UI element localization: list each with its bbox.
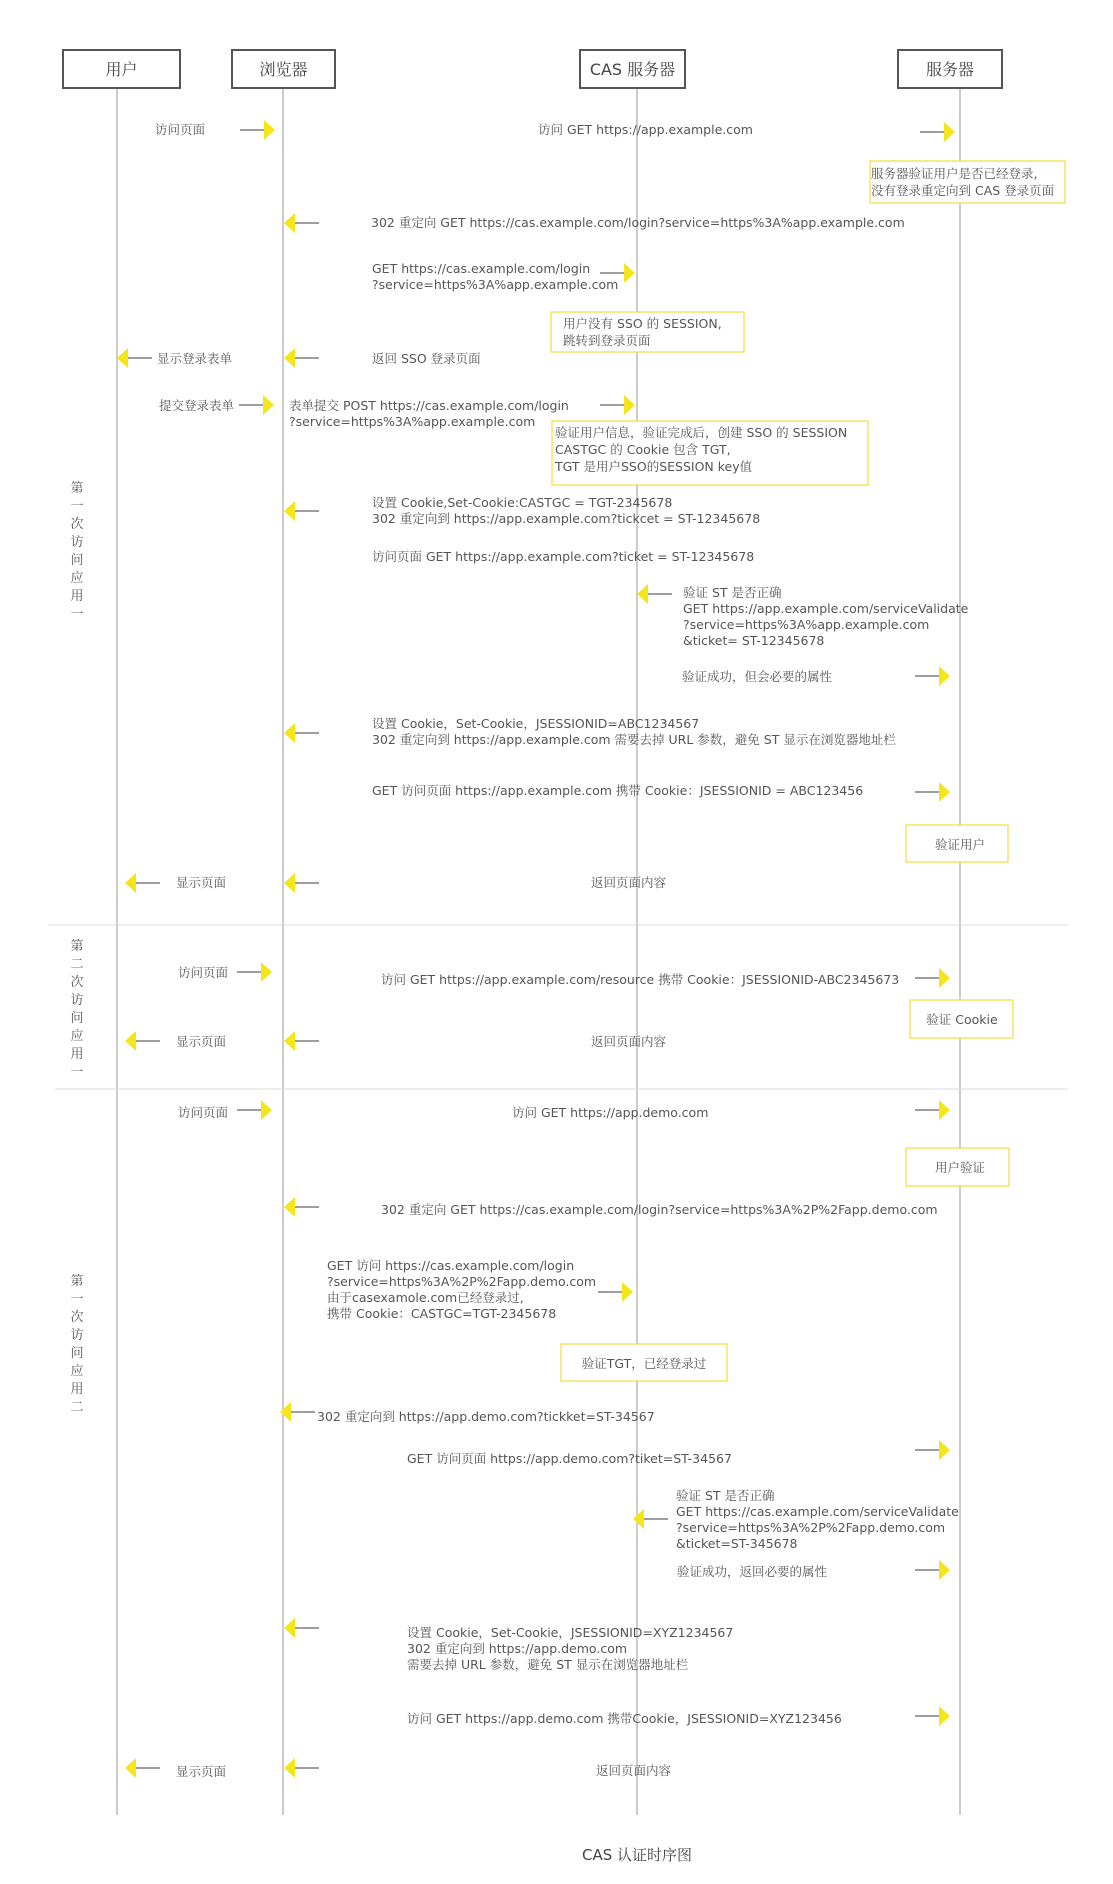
message-label: GET 访问页面 https://app.example.com 携带 Cookie：JSESSIONID = ABC123456 [372,783,864,798]
message-label: 显示页面 [176,875,227,890]
note [552,421,868,485]
message-label: 访问页面 [178,965,229,980]
arrow-right [237,1100,272,1120]
arrow-left [633,1509,668,1529]
actor-server [898,50,1002,88]
arrow-right [915,968,950,988]
message-label: 访问页面 [178,1105,229,1120]
arrow-left [284,873,319,893]
note-text: 服务器验证用户是否已经登录,没有登录重定向到 CAS 登录页面 [871,166,1055,198]
note-text: 验证TGT，已经登录过 [581,1356,707,1371]
actor-label-server: 服务器 [925,60,975,79]
arrow-right [237,962,272,982]
arrow-right [915,782,950,802]
actor-cas [580,50,685,88]
message-label: 设置 Cookie,Set-Cookie:CASTGC = TGT-2345678 302 重定向到 https://app.example.com?tickcet = ST-12345678 [372,495,761,526]
message-label: 显示页面 [176,1034,227,1049]
note [906,825,1008,862]
message-label: 提交登录表单 [159,398,235,413]
message-label: 设置 Cookie，Set-Cookie，JSESSIONID=XYZ1234567 302 重定向到 https://app.demo.com 需要去掉 URL 参数，避免 ST 显示在浏览器地址栏 [407,1625,734,1672]
message-label: 访问页面 [155,122,206,137]
arrow-left [125,1031,160,1051]
message-label: 302 重定向到 https://app.demo.com?tickket=ST-34567 [317,1409,655,1424]
arrow-left [284,1031,319,1051]
arrow-left [284,501,319,521]
actor-label-user: 用户 [105,60,138,79]
message-label: 验证成功，返回必要的属性 [677,1564,828,1579]
arrow-left [284,1758,319,1778]
message-label: 302 重定向 GET https://cas.example.com/login?service=https%3A%app.example.com [371,215,905,230]
message-label: 返回 SSO 登录页面 [372,351,481,366]
section-label: 第一次访问应用一 [70,481,84,622]
message-label: 返回页面内容 [591,875,667,890]
section-label: 第一次访问应用二 [70,1274,84,1415]
message-label: 访问 GET https://app.demo.com 携带Cookie，JSESSIONID=XYZ123456 [407,1711,842,1726]
arrow-right [240,120,275,140]
message-label: 验证成功，但会必要的属性 [682,669,833,684]
message-label: 验证 ST 是否正确 GET https://cas.example.com/serviceValidate ?service=https%3A%2P%2Fapp.demo.com &ticket=ST-345678 [676,1488,959,1551]
arrow-right [915,1706,950,1726]
message-label: 设置 Cookie，Set-Cookie，JSESSIONID=ABC1234567 302 重定向到 https://app.example.com 需要去掉 URL 参数，避免 ST 显示在浏览器地址栏 [372,716,896,747]
message-label: 验证 ST 是否正确 GET https://app.example.com/serviceValidate ?service=https%3A%app.example.com &ticket= ST-12345678 [683,585,969,648]
note-text: 验证用户 [934,837,986,852]
note [561,1344,727,1381]
arrow-left [284,1197,319,1217]
arrow-right [600,395,635,415]
note [906,1148,1009,1186]
arrow-left [125,1758,160,1778]
message-label: 访问页面 GET https://app.example.com?ticket = ST-12345678 [372,549,755,564]
arrow-left [125,873,160,893]
note [910,1000,1013,1038]
arrow-right [239,395,274,415]
message-label: 访问 GET https://app.demo.com [512,1105,709,1120]
message-label: 返回页面内容 [591,1034,667,1049]
message-label: 访问 GET https://app.example.com [538,122,753,137]
actor-label-cas: CAS 服务器 [589,60,676,79]
section-label: 第二次访问应用一 [70,939,84,1080]
message-label: 表单提交 POST https://cas.example.com/login ?service=https%3A%app.example.com [289,398,569,429]
note [870,161,1065,203]
arrow-left [284,1618,319,1638]
note-text: 用户没有 SSO 的 SESSION,跳转到登录页面 [563,316,722,348]
message-label: GET 访问页面 https://app.demo.com?tiket=ST-34567 [407,1451,732,1466]
message-label: 显示页面 [176,1764,227,1779]
message-label: 返回页面内容 [596,1763,672,1778]
note [551,312,744,352]
message-label: 访问 GET https://app.example.com/resource 携带 Cookie：JSESSIONID-ABC2345673 [381,972,900,987]
arrow-left [117,348,152,368]
message-label: GET https://cas.example.com/login ?service=https%3A%app.example.com [372,261,619,292]
arrow-left [280,1402,315,1422]
note-text: 用户验证 [934,1160,986,1175]
note-text: 验证用户信息，验证完成后，创建 SSO 的 SESSION CASTGC 的 Cookie 包含 TGT, TGT 是用户SSO的SESSION key值 [555,425,848,474]
note-text: 验证 Cookie [926,1012,998,1027]
arrow-right [915,1560,950,1580]
message-label: GET 访问 https://cas.example.com/login ?service=https%3A%2P%2Fapp.demo.com 由于casexamole.com已经登录过,携带 Cookie：CASTGC=TGT-2345678 [327,1258,597,1321]
actor-browser [232,50,335,88]
arrow-left [284,723,319,743]
message-label: 显示登录表单 [157,351,233,366]
message-label: 302 重定向 GET https://cas.example.com/login?service=https%3A%2P%2Fapp.demo.com [381,1202,938,1217]
arrow-right [915,1100,950,1120]
actor-label-browser: 浏览器 [259,60,308,79]
diagram-caption: CAS 认证时序图 [581,1846,693,1864]
arrow-right [920,122,955,142]
arrow-right [915,666,950,686]
arrow-right [598,1282,633,1302]
arrow-right [915,1440,950,1460]
arrow-left [284,348,319,368]
arrow-left [284,213,319,233]
actor-user [63,50,180,88]
arrow-left [637,584,672,604]
